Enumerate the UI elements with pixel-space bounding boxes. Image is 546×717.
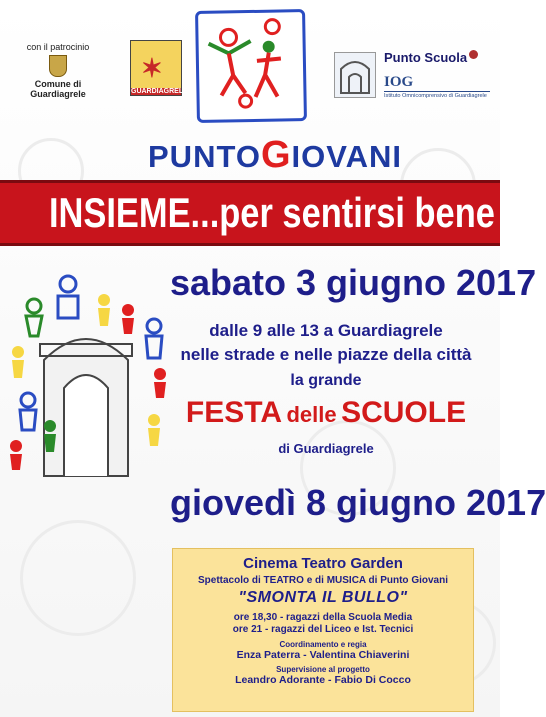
event2-date: giovedì 8 giugno 2017 (170, 482, 546, 523)
event2-schedule-2: ore 21 - ragazzi del Liceo e Ist. Tecnici (232, 624, 414, 635)
punto-scuola-logo (384, 50, 478, 65)
slogan-text: INSIEME...per sentirsi bene (48, 189, 495, 236)
event1-where: nelle strade e nelle piazze della città (180, 345, 472, 364)
event1-time-place: dalle 9 alle 13 a Guardiagrele (209, 321, 443, 340)
festa-word-2: delle (286, 402, 337, 427)
event1-town: di Guardiagrele (278, 441, 374, 456)
supervision-label: Supervisione al progetto (276, 665, 370, 674)
slogan-banner (0, 180, 500, 246)
building-arch-icon (335, 53, 375, 97)
title-suffix: IOVANI (291, 139, 403, 174)
dancing-figures-icon (198, 12, 298, 114)
event1-intro: la grande (290, 372, 362, 389)
festa-title (170, 396, 482, 430)
children-gate-illustration (4, 270, 172, 490)
event2-schedule-1: ore 18,30 - ragazzi della Scuola Media (233, 612, 413, 623)
comune-crest-icon (49, 55, 67, 77)
guardiagrele-logo-label: GUARDIAGRELE (131, 88, 188, 95)
iog-logo-text: IOG (384, 74, 414, 90)
event2-show-title: "SMONTA IL BULLO" (238, 589, 408, 606)
supervision-names: Leandro Adorante - Fabio Di Cocco (235, 674, 411, 686)
background-doodle (20, 520, 136, 636)
punto-giovani-logo (195, 9, 307, 123)
iog-logo (384, 74, 490, 99)
coordination-names: Enza Paterra - Valentina Chiaverini (236, 649, 410, 661)
star-icon: ✶ (141, 53, 163, 83)
festa-word-1: FESTA (185, 396, 283, 429)
event2-venue: Cinema Teatro Garden (243, 555, 403, 572)
coordination-label: Coordinamento e regia (279, 640, 367, 649)
patronage-label: con il patrocinio (26, 42, 90, 52)
ball-icon (469, 50, 478, 59)
festa-word-3: SCUOLE (341, 396, 467, 429)
school-logo (334, 52, 376, 98)
comune-label: Comune di Guardiagrele (30, 79, 86, 99)
page-title (148, 134, 402, 177)
event2-description: Spettacolo di TEATRO e di MUSICA di Punto Giovani (197, 575, 448, 586)
event2-details-box (172, 548, 474, 712)
punto-scuola-label: Punto Scuola (384, 50, 468, 65)
patronage-block (8, 42, 108, 99)
title-prefix: PUNTO (148, 139, 261, 174)
event1-date: sabato 3 giugno 2017 (170, 262, 537, 303)
iog-subtitle: Istituto Omnicomprensivo di Guardiagrele (384, 91, 490, 99)
guardiagrele-logo (130, 40, 188, 96)
title-g-letter: G (260, 134, 292, 176)
